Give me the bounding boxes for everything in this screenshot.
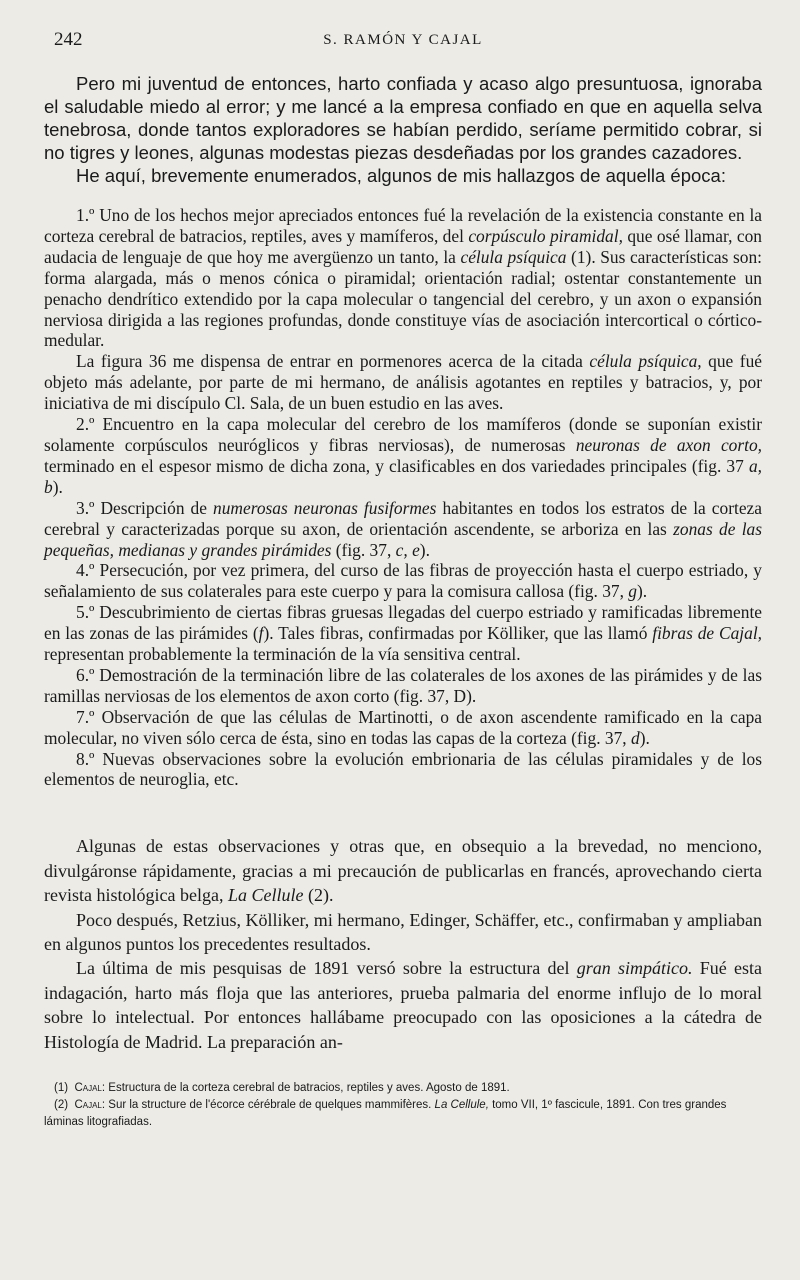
finding-8: 8.º Nuevas observaciones sobre la evolución embrionaria de las células piramidales y de los elementos de neuroglia, etc. xyxy=(44,748,762,790)
findings-list xyxy=(44,205,762,790)
footnote-2: (2) Cajal: Sur la structure de l'écorce cérébrale de quelques mammifères. La Cellule, tomo VII, 1º fascicule, 1891. Con tres grandes láminas litografiadas. xyxy=(44,1099,727,1129)
paragraph-confirmation: Poco después, Retzius, Kölliker, mi hermano, Edinger, Schäffer, etc., confirmaban y ampliaban en algunos puntos los precedentes resultados. xyxy=(44,909,762,954)
finding-1-continuation: La figura 36 me dispensa de entrar en pormenores acerca de la citada célula psíquica, que fué objeto más adelante, por parte de mi hermano, de análisis agotantes en reptiles y batracios, y, por iniciativa de mi discípulo Cl. Sala, de un buen estudio en las aves. xyxy=(44,351,762,414)
finding-5: 5.º Descubrimiento de ciertas fibras gruesas llegadas del cuerpo estriado y ramificadas libremente en las zonas de las pirámides (f). Tales fibras, confirmadas por Kölliker, que las llamó fibras de Cajal, representan probablemente la terminación de la vía sensitiva central. xyxy=(44,602,763,665)
finding-7: 7.º Observación de que las células de Martinotti, o de axon ascendente ramificado en la capa molecular, no viven sólo cerca de ésta, sino en todas las capas de la corteza (fig. 37, d). xyxy=(44,706,762,748)
running-head: S. RAMÓN Y CAJAL xyxy=(323,32,483,48)
finding-2: 2.º Encuentro en la capa molecular del cerebro de los mamíferos (donde se suponían existir solamente corpúsculos neuróglicos y fibras nerviosas), de numerosas neuronas de axon corto, terminado en el espesor mismo de dicha zona, y clasificables en dos variedades principales (fig. 37 a, b). xyxy=(44,414,762,497)
finding-3: 3.º Descripción de numerosas neuronas fusiformes habitantes en todos los estratos de la corteza cerebral y caracterizadas porque su axon, de orientación ascendente, se arboriza en las zonas de las pequeñas, medianas y grandes pirámides (fig. 37, c, e). xyxy=(44,497,762,560)
intro-section xyxy=(44,72,762,187)
finding-6: 6.º Demostración de la terminación libre de las colaterales de los axones de las pirámides y de las ramillas nerviosas de los elementos de axon corto (fig. 37, D). xyxy=(44,664,762,706)
page-header xyxy=(44,26,762,56)
footnotes xyxy=(44,1080,762,1131)
paragraph-findings-lead: He aquí, brevemente enumerados, algunos de mis hallazgos de aquella época: xyxy=(76,165,726,186)
footnote-1: (1) Cajal: Estructura de la corteza cerebral de batracios, reptiles y aves. Agosto de 1891. xyxy=(54,1082,510,1095)
paragraph-intro: Pero mi juventud de entonces, harto confiada y acaso algo presuntuosa, ignoraba el saludable miedo al error; y me lancé a la empresa confiado en que en aquella selva tenebrosa, donde tantos exploradores se habían perdido, seríame permitido cobrar, si no tigres y leones, algunas modestas piezas desdeñadas por los grandes cazadores. xyxy=(44,73,762,163)
page-number: 242 xyxy=(54,29,83,50)
paragraph-publication: Algunas de estas observaciones y otras que, en obsequio a la brevedad, no menciono, divulgáronse rápidamente, gracias a mi precaución de publicarlas en francés, aprovechando cierta revista histológica belga, La Cellule (2). xyxy=(44,836,762,906)
finding-4: 4.º Persecución, por vez primera, del curso de las fibras de proyección hasta el cuerpo estriado, y señalamiento de sus colaterales para este cuerpo y para la comisura callosa (fig. 37, g). xyxy=(44,560,762,602)
paragraph-sympathetic: La última de mis pesquisas de 1891 versó sobre la estructura del gran simpático. Fué esta indagación, harto más floja que las anteriores, prueba palmaria del enorme influjo de lo moral sobre lo intelectual. Por entonces hallábame preocupado con las oposiciones a la cátedra de Histología de Madrid. La preparación an- xyxy=(44,958,762,1052)
finding-1: 1.º Uno de los hechos mejor apreciados entonces fué la revelación de la existencia constante en la corteza cerebral de batracios, reptiles, aves y mamíferos, del corpúsculo piramidal, que osé llamar, con audacia de lenguaje de que hoy me avergüenzo un tanto, la célula psíquica (1). Sus características son: forma alargada, más o menos cónica o piramidal; orientación radial; ostentar constantemente un penacho dendrítico extendido por la capa molecular o tangencial del cerebro, y un axon o expansión nerviosa dirigida a las regiones profundas, donde constituye vías de asociación intercortical o córtico-medular. xyxy=(44,205,762,351)
closing-section xyxy=(44,834,762,1054)
